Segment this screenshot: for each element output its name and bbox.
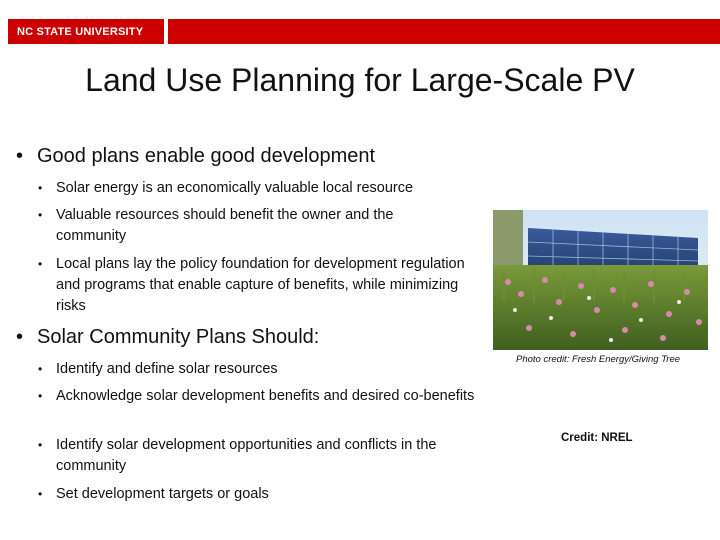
bullet-icon: • xyxy=(38,208,43,222)
university-logo xyxy=(8,19,164,44)
bullet-icon: • xyxy=(38,181,43,195)
bullet-icon: • xyxy=(38,257,43,271)
slide-title: Land Use Planning for Large-Scale PV xyxy=(85,62,635,98)
header-bar xyxy=(0,19,720,44)
bullet-icon: • xyxy=(16,326,24,348)
bullet-icon: • xyxy=(38,438,43,452)
bullet-icon: • xyxy=(16,145,24,167)
bullet-icon: • xyxy=(38,362,43,376)
photo-caption: Photo credit: Fresh Energy/Giving Tree xyxy=(516,354,681,365)
solar-field-photo xyxy=(493,210,708,350)
university-name: NC STATE UNIVERSITY xyxy=(17,25,144,38)
credit-label: Credit: NREL xyxy=(561,432,633,444)
header-red-band xyxy=(168,19,720,44)
bullet-icon: • xyxy=(38,389,43,403)
bullet-icon: • xyxy=(38,487,43,501)
